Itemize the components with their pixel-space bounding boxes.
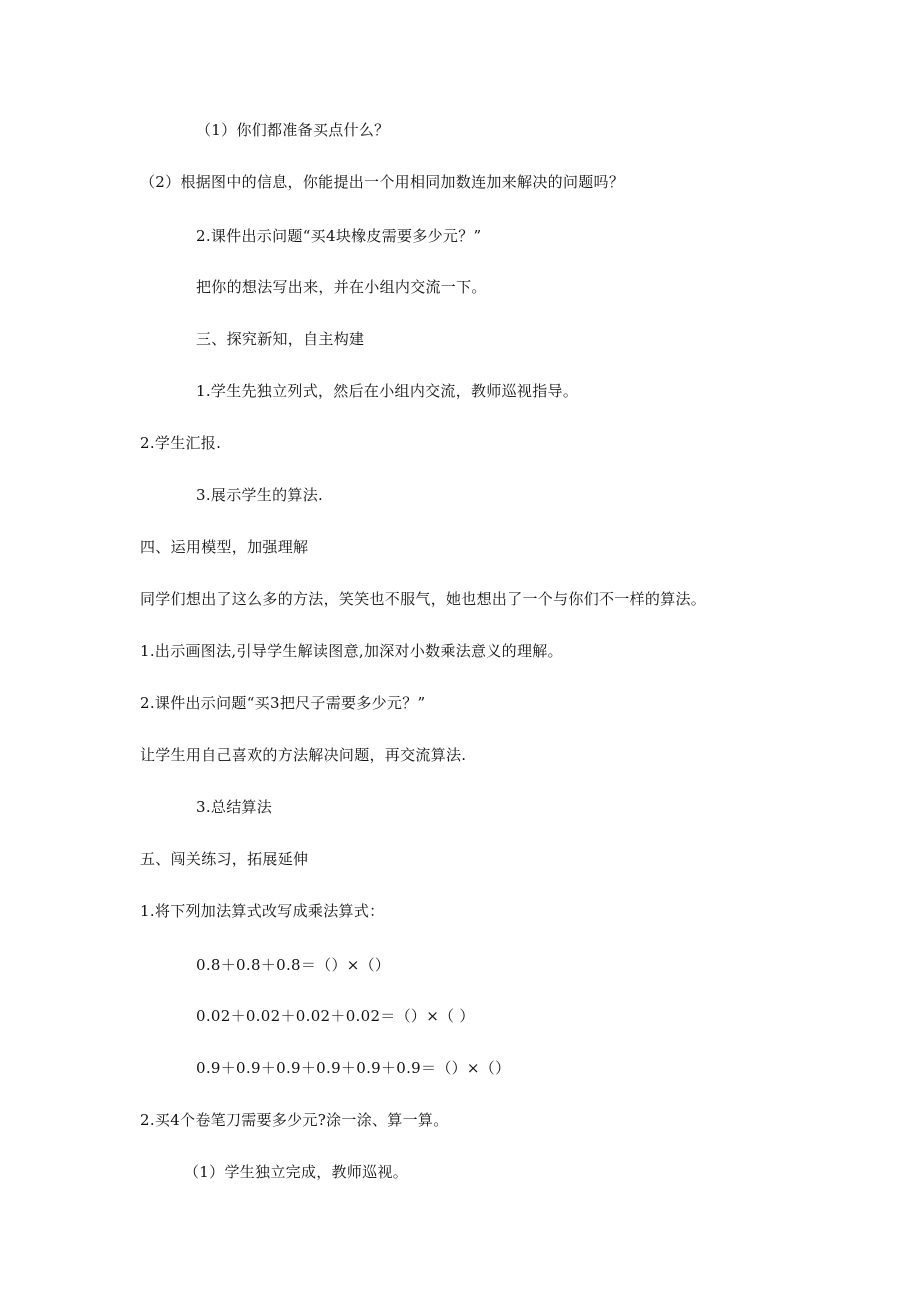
text-line: （1）你们都准备买点什么？ bbox=[196, 121, 390, 139]
text-line: （2）根据图中的信息，你能提出一个用相同加数连加来解决的问题吗？ bbox=[140, 173, 625, 191]
text-line: 3.总结算法 bbox=[196, 798, 273, 816]
text-line: 1.学生先独立列式，然后在小组内交流，教师巡视指导。 bbox=[196, 382, 579, 400]
text-line: 2.买4个卷笔刀需要多少元?涂一涂、算一算。 bbox=[140, 1111, 449, 1129]
section-heading: 四、运用模型，加强理解 bbox=[140, 538, 309, 556]
text-line: 1.出示画图法,引导学生解读图意,加深对小数乘法意义的理解。 bbox=[140, 642, 563, 660]
text-line: 1.将下列加法算式改写成乘法算式： bbox=[140, 902, 385, 920]
section-heading: 三、探究新知，自主构建 bbox=[196, 330, 365, 348]
equation-line: 0.8＋0.8＋0.8＝（）×（） bbox=[196, 956, 391, 974]
text-line: 同学们想出了这么多的方法，笑笑也不服气，她也想出了一个与你们不一样的算法。 bbox=[140, 590, 707, 608]
equation-line: 0.02＋0.02＋0.02＋0.02＝（）×（ ） bbox=[196, 1007, 475, 1025]
text-line: 2.课件出示问题“买3把尺子需要多少元？” bbox=[140, 694, 426, 712]
text-line: 3.展示学生的算法. bbox=[196, 486, 324, 504]
text-line: 让学生用自己喜欢的方法解决问题，再交流算法. bbox=[140, 746, 467, 764]
text-line: （1）学生独立完成，教师巡视。 bbox=[184, 1163, 409, 1181]
equation-line: 0.9＋0.9＋0.9＋0.9＋0.9＋0.9＝（）×（） bbox=[196, 1059, 511, 1077]
text-line: 2.课件出示问题“买4块橡皮需要多少元？” bbox=[196, 227, 482, 245]
text-line: 把你的想法写出来，并在小组内交流一下。 bbox=[196, 278, 487, 296]
text-line: 2.学生汇报. bbox=[140, 434, 222, 452]
section-heading: 五、闯关练习，拓展延伸 bbox=[140, 850, 309, 868]
